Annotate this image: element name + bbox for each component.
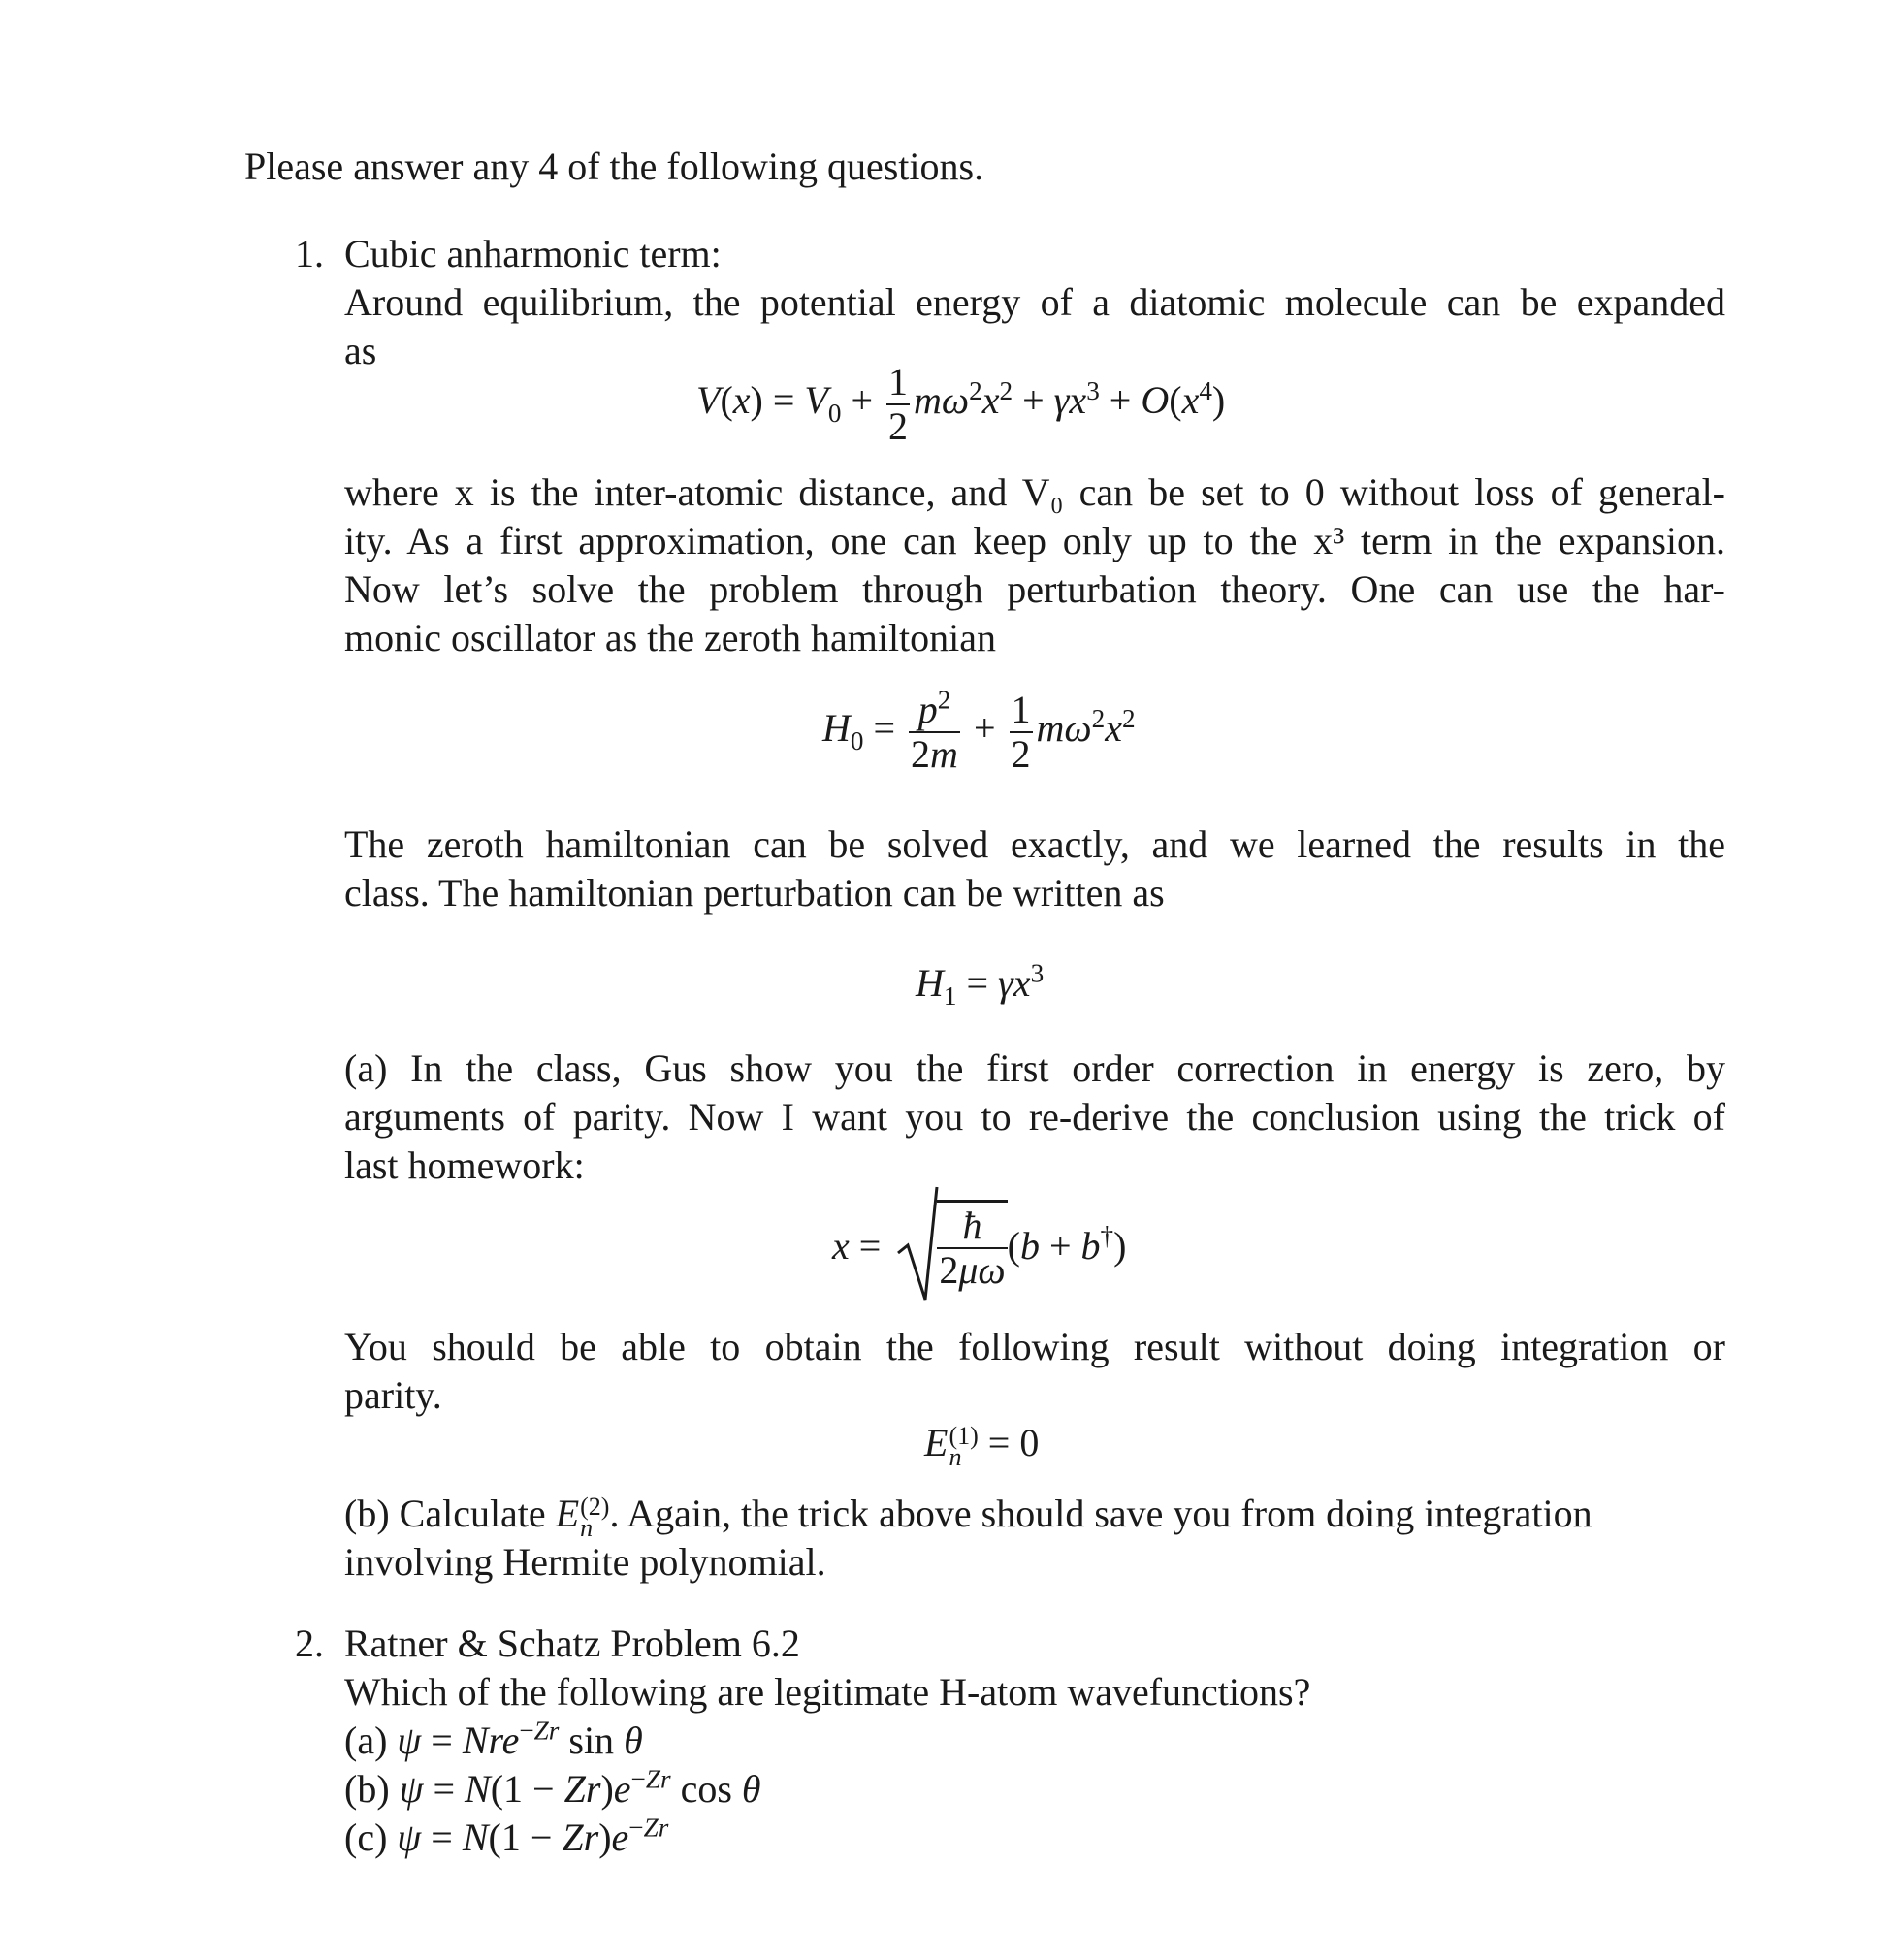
equation-h0: $H_0$ = $\frac{p^2}{2m}$ + $\frac{1}{2}$ $m\omega^2x^2$ [822, 685, 1136, 776]
q1-part-a-line-1: (a) In the class, Gus show you the first order correction in energy is zero, by [344, 1046, 1725, 1090]
q1-paragraph-4-line-2: parity. [344, 1373, 442, 1417]
equation-h1: $H_1 = \gamma x^3$ [916, 958, 1045, 1011]
q2-option-a: (a) ψ = Nre$^{-Zr}$ sin θ [344, 1716, 643, 1762]
q1-paragraph-1-line-2: as [344, 329, 377, 372]
q2-option-c: (c) $\psi = N(1 - Zr)e^{-Zr}$ [344, 1813, 669, 1859]
question-1-title: Cubic anharmonic term: [344, 232, 722, 275]
q1-paragraph-2-line-2: ity. As a first approximation, one can keep only up to the x³ term in the expansion. [344, 519, 1725, 562]
q1-part-b-line-1: (b) Calculate E (2) n . Again, the trick above should save you from doing integration [344, 1492, 1592, 1542]
question-1-number: 1. [295, 232, 324, 275]
sqrt-radical-icon [896, 1185, 939, 1305]
question-2-number: 2. [295, 1622, 324, 1665]
q1-part-b-line-2: involving Hermite polynomial. [344, 1540, 826, 1584]
equation-first-order-energy: E (1) n = 0 [924, 1421, 1040, 1471]
q1-paragraph-2-line-4: monic oscillator as the zeroth hamiltonian [344, 616, 997, 659]
equation-potential: $V(x) = V_0$ + $\frac{1}{2}$ $m\omega^2x^2 + \gamma x^3 + O(x^4)$ [696, 360, 1226, 448]
question-2-text: Which of the following are legitimate H-atom wavefunctions? [344, 1670, 1311, 1714]
q1-part-a-line-2: arguments of parity. Now I want you to re-derive the conclusion using the trick of [344, 1095, 1725, 1139]
q1-paragraph-4-line-1: You should be able to obtain the following result without doing integration or [344, 1325, 1725, 1368]
q1-part-a-line-3: last homework: [344, 1143, 585, 1187]
question-2-title: Ratner & Schatz Problem 6.2 [344, 1622, 800, 1665]
q1-paragraph-1-line-1: Around equilibrium, the potential energy of a diatomic molecule can be expanded [344, 280, 1725, 324]
q1-paragraph-3-line-2: class. The hamiltonian perturbation can be written as [344, 871, 1165, 915]
q1-paragraph-2-line-1: where x is the inter-atomic distance, and V₀ can be set to 0 without loss of general- [344, 470, 1725, 514]
q2-option-b: (b) $\psi = N(1 - Zr)e^{-Zr}$ cos θ [344, 1764, 761, 1811]
q1-paragraph-3-line-1: The zeroth hamiltonian can be solved exactly, and we learned the results in the [344, 822, 1725, 866]
intro-text: Please answer any 4 of the following questions. [244, 145, 984, 188]
q1-paragraph-2-line-3: Now let’s solve the problem through perturbation theory. One can use the har- [344, 567, 1725, 611]
equation-x: x = $\frac{ħ}{2\mu\omega}$ (b + b†) [832, 1185, 1126, 1305]
